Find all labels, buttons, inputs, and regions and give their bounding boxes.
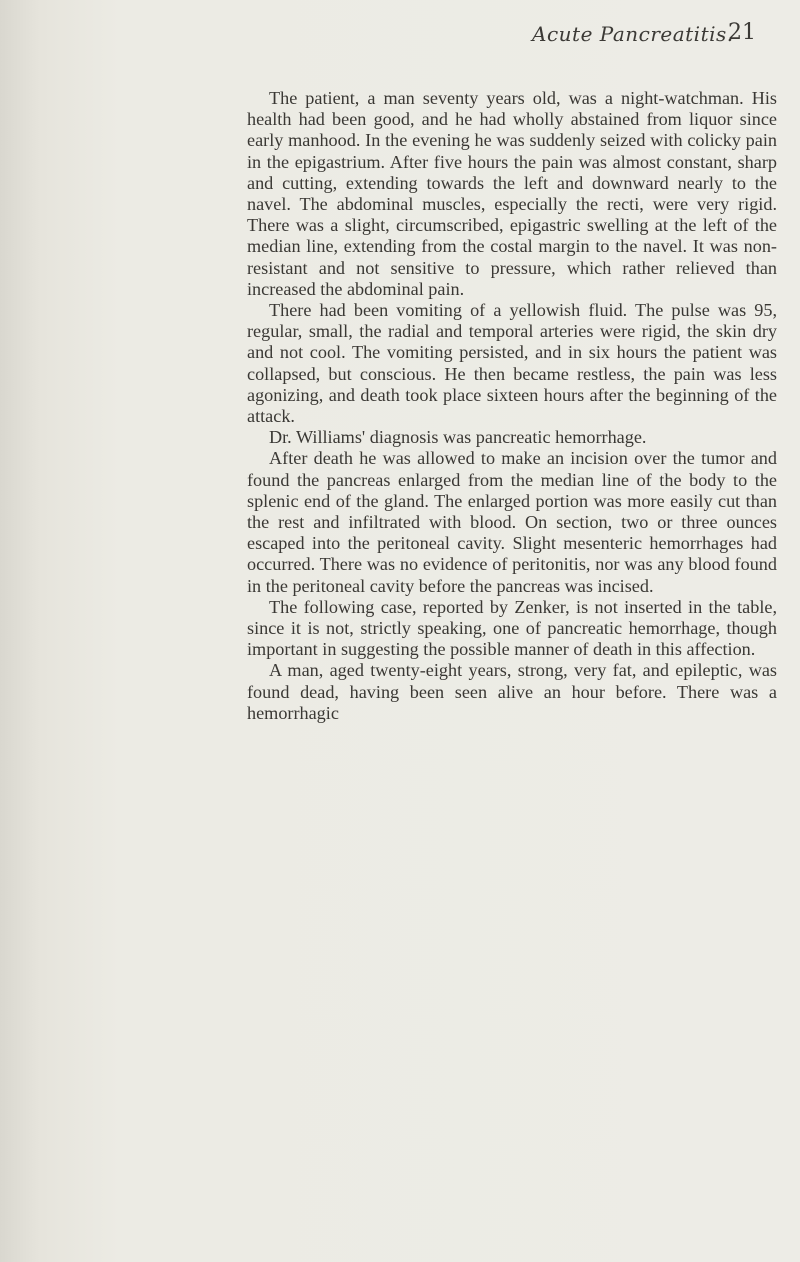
paragraph-zenker-case: The following case, reported by Zenker, is not inserted in the table, since it is not, strictly speaking, one of pancreatic hemorrhage, though important in suggesting the possible manner of death in this affection.	[247, 596, 777, 660]
paragraph-case-description: The patient, a man seventy years old, was a night-watchman. His health had been good, and he had wholly abstained from liquor since early manhood. In the evening he was suddenly seized with colicky pain in the epigastrium. After five hours the pain was almost constant, sharp and cutting, extending towards the left and downward nearly to the navel. The abdominal muscles, especially the recti, were very rigid. There was a slight, circumscribed, epigastric swelling at the left of the median line, extending from the costal margin to the navel. It was non-resistant and not sensitive to pressure, which rather relieved than increased the abdominal pain.	[247, 88, 777, 299]
body-text	[247, 88, 777, 724]
page-header	[210, 22, 770, 62]
paragraph-diagnosis: Dr. Williams' diagnosis was pancreatic hemorrhage.	[269, 427, 647, 448]
paragraph-post-mortem: After death he was allowed to make an incision over the tumor and found the pancreas enlarged from the median line of the body to the splenic end of the gland. The enlarged portion was more easily cut than the rest and infiltrated with blood. On section, two or three ounces escaped into the peritoneal cavity. Slight mesenteric hemorrhages had occurred. There was no evidence of peritonitis, nor was any blood found in the peritoneal cavity before the pancreas was incised.	[247, 448, 777, 596]
running-title: Acute Pancreatitis.	[532, 22, 734, 46]
page-number: 21	[728, 20, 756, 45]
paragraph-epileptic-case: A man, aged twenty-eight years, strong, very fat, and epileptic, was found dead, having been seen alive an hour before. There was a hemorrhagic	[247, 660, 777, 723]
paragraph-vomiting-course: There had been vomiting of a yellowish fluid. The pulse was 95, regular, small, the radial and temporal arteries were rigid, the skin dry and not cool. The vomiting persisted, and in six hours the patient was collapsed, but conscious. He then became restless, the pain was less agonizing, and death took place sixteen hours after the beginning of the attack.	[247, 300, 777, 427]
